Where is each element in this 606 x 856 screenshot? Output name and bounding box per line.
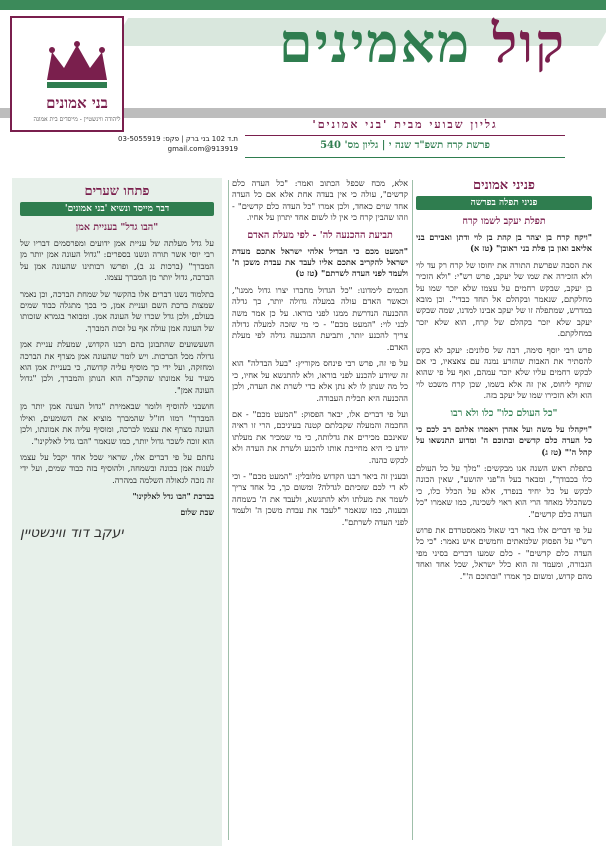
paragraph: בתלמוד נשנו דברים אלו בהקשר של שמחת הברכה, וכן נאמר שמצות ברכת השם ועניית אמן, כי בכך מתגלה כבוד שמים בעולם, ולכן גדל שכרו של העונה אמן. ומבואר בגמרא שזכותו של העונה אמן עולה אף על זכות המברך. bbox=[20, 288, 214, 333]
paragraph: על גדל מעלתה של עניית אמן ידועים ומפרסמים דבריו של רבי יוסי אשר תורה ונשנו בספרים: "גדול העונה אמן יותר מן המברך" (ברכות נג ב), ופרשו רבותינו שהעונה אמן על הברכה, גדול יותר מן המברך עצמו. bbox=[20, 238, 214, 283]
section-bar: דבר מייסד ונשיא 'בני אמונים' bbox=[20, 202, 214, 216]
top-green-band bbox=[0, 0, 606, 10]
masthead-header bbox=[0, 0, 606, 168]
logo-name: בני אמונים bbox=[46, 94, 108, 112]
blessing-line: בברכת "הבו גדל לאלקינו" bbox=[132, 491, 214, 502]
column-middle bbox=[232, 178, 408, 846]
verse-quote: "ויקח קרח בן יצהר בן קהת בן לוי ודתן ואבירם בני אליאב ואון בן פלת בני ראובן" (טז א) bbox=[416, 232, 592, 254]
article-heading: "כל העולם כלו" כלו ולא רבו bbox=[450, 407, 558, 419]
crown-icon bbox=[42, 40, 112, 90]
paragraph: על פי דברים אלו באר רבי שאול מאמסטרדם את פרוש רש"י על הפסוק שלמאתים וחמשים איש נאמר: "כי כל העדה כלם קדשים" - כלם שמעו דברים בסיני מפי הגבורה, ומעמד זה הוא כלל ישראל, שכל אחד ואחד מהם קדוש, ומשום כך אמרו "ובתוכם ה'". bbox=[416, 524, 592, 581]
column-right bbox=[416, 178, 592, 846]
column-left bbox=[12, 178, 222, 846]
paragraph: אלא, מכח שכפל הכתוב ואמר: "כל העדה כלם קדשים", עולה כי אין בעדה אחת אלא אם כל העדה אחד שוים כאחד, ולכן אמרו "כל העדה כלם קדשים" - וזהו שהבין קרח כי אין לו לשום אחד יתרון על אחיו. bbox=[232, 178, 408, 223]
divider bbox=[245, 157, 565, 158]
title-part-kol: קול bbox=[492, 11, 566, 75]
paragraph: ובענין זה ביאר רבנו הקדוש מלובלין: "המעט מכם" - וכי לא די לכם שזכיתם לגדלה? ומשום כך, כל אחד צריך לשמר את מעלתו ולא להתנשא, ולעבד את ה' בשמחה ובענוה, כמו שנאמר "לעבד את עבדת משכן ה' ולעמד לפני העדה לשרתם". bbox=[232, 470, 408, 527]
article-heading: "הבו גדל" בעניית אמן bbox=[75, 222, 159, 233]
section-title: פתחו שערים bbox=[84, 184, 150, 199]
masthead-subtitle: גליון שבועי מבית 'בני אמונים' bbox=[312, 118, 498, 131]
paragraph: בתפלת ראש השנה אנו מבקשים: "מלך על כל העולם כלו בכבודך", ומבאר בעל ה"פני יהושע", שאין הכונה לבקש על כל יחיד בנפרד, אלא על הכלל כלו, כי כשהכלל מאחד הרי הוא ראוי לשכינה, כמו שאמרו "כל העדה כלם קדשים". bbox=[416, 462, 592, 519]
blessing-line: שבת שלום bbox=[180, 506, 214, 517]
masthead-title bbox=[236, 11, 566, 104]
paragraph: על פי זה, פרש רבי פינחס מקוריץ: "בעל הבדלה" הוא זה שיודע להכנע לפני בוראו, ולא להתנשא על אחיו, כי כל מה שנתן לו לא נתן אלא כדי לשרת את העדה, ולכן ההכנעה היא תכלית העבודה. bbox=[232, 358, 408, 403]
column-divider bbox=[412, 180, 413, 840]
signature: יעקב דוד ווינשטיין bbox=[20, 524, 124, 541]
issue-line: פרשת קרח תשפ"ד שנה י | גליון מס' 540 bbox=[320, 140, 490, 151]
paragraph: השעשועים שהתבונן בהם רבנו הקדוש, שמעלת עניית אמן גדולה מכל הברכות. ויש לומר שהעונה אמן מצרף את הברכה ומחזקה, ועל ידי כך מוסיף עליה קדושה, כי בעניית אמן הוא מעיד על אמונתו שהקב"ה הוא הנותן והמברך, ולכן "גדול העונה אמן". bbox=[20, 339, 214, 395]
title-text bbox=[236, 11, 566, 75]
paragraph: את הסבה שפרשת התורה את יחוסו של קרח רק עד לוי ולא הזכירה את שמו של יעקב, פרש רש"י: "ולא הזכיר בן יעקב, שבקש רחמים על עצמו שלא יזכר שמו על מחלקתם, שנאמר ובקהלם אל תחד כבדי". וכן מובא במדרש, שמתפלה זו של יעקב אבינו למדנו, שמה שבקש יעקב שלא יזכר בקהלם של קרח, הוא שלא יזכר במחלקתם. bbox=[416, 259, 592, 339]
divider bbox=[245, 135, 565, 136]
paragraph: חושבני להוסיף ולומר שבאמירת "גדול העונה אמן יותר מן המברך" רמזו חז"ל שהמברך מוציא את השומעים, ואילו העונה מצרף את עצמו לברכה, ומוסיף עליה את אמונתו, ולכן הוא זוכה לשכר גדול יותר, כמו שנאמר "הבו גדל לאלקינו". bbox=[20, 401, 214, 446]
paragraph: פרש רבי יוסף סימה, רבה של סלונים: יעקב לא בקש להסתיר את האבות שהזרע נמנה עם צאצאיו, כי אם לבקש רחמים עליו שלא יזכר עמהם, ואף על פי שהוא שותף ליחוס, אין זה אלא בשמו, שכן קרח משבט לוי הוא ולא הזכירו שמו של יעקב בזה. bbox=[416, 344, 592, 401]
article-heading: תביעת ההכנעה לה' - לפי מעלת האדם bbox=[247, 229, 393, 241]
logo-subtitle: ליהודה ווינשטיין - מייסדים בית אמונה bbox=[33, 116, 121, 123]
paragraph: חכמים לימדונו: "כל הגדול מחברו יצרו גדול ממנו", וכאשר האדם עולה במעלה גדולה יותר, כך גדלה ההכנעה הנדרשת ממנו לפני בוראו. על כן אמר משה לבני לוי: "המעט מכם" - כי מי שזכה למעלה גדולה צריך להכנע יותר, ותביעת ההכנעה גדלה לפי מעלת האדם. bbox=[232, 284, 408, 352]
contact-address: ת.ד 102 בני ברק | פקס: 03-5055919 bbox=[118, 135, 238, 143]
contact-info bbox=[8, 134, 238, 154]
column-divider bbox=[228, 180, 229, 840]
paragraph: ועל פי דברים אלו, יבאר הפסוק: "המעט מכם" - אם החכמה והמעלה שקבלתם קטנה בעיניכם, הרי זו ראיה שאינכם מכירים את גדלותה, כי מי שמכיר את מעלתו יודע כי היא מחייבת אותו להכנע ולשרת את העדה ולא לבקש כהנה. bbox=[232, 408, 408, 465]
article-heading: תפלת יעקב לשמו קרח bbox=[462, 216, 546, 227]
verse-quote: "ויקהלו על משה ועל אהרן ויאמרו אלהם רב לכם כי כל העדה כלם קדשים ובתוכם ה' ומדוע תתנשאו על קהל ה'" (טז ג) bbox=[416, 423, 592, 457]
title-part-maaminim: מאמינים bbox=[278, 11, 472, 75]
paragraph: נחתם על פי דברים אלו, שראוי שכל אחד יקבל על עצמו לענות אמן בכונה ובשמחה, ולהוסיף בזה כבוד שמים, ועל ידי זה נזכה לגאולה השלמה במהרה. bbox=[20, 451, 214, 485]
column-left-inner bbox=[12, 178, 222, 545]
logo-box bbox=[10, 16, 124, 132]
section-bar: פניני תפלה בפרשה bbox=[416, 196, 592, 210]
section-title: פניני אמונים bbox=[473, 178, 535, 193]
verse-quote: "המעט מכם כי הבדיל אלהי ישראל אתכם מעדת ישראל להקריב אתכם אליו לעבד את עבדת משכן ה' ולעמד לפני העדה לשרתם" (טז ט) bbox=[232, 245, 408, 279]
contact-email[interactable]: 913919@gmail.com bbox=[167, 145, 238, 153]
